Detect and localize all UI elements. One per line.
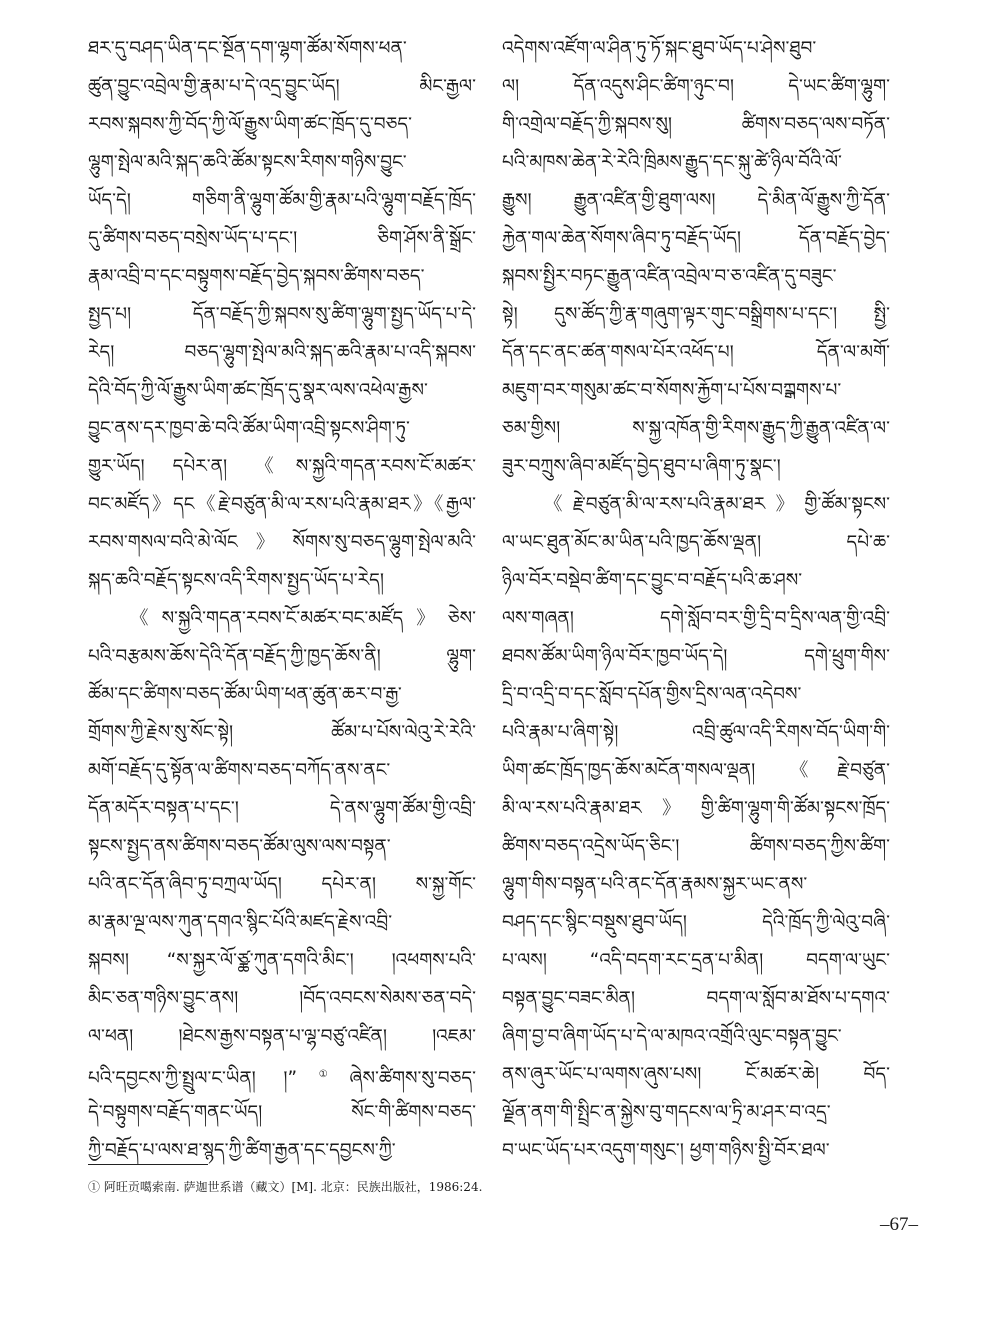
text-line: པའི་བརྩམས་ཆོས་དེའི་དོན་བརྗོད་ཀྱི་ཁྱད་ཆོས་ནི། ལྷུག་ [88,646,476,667]
text-line: ཀྱི་བརྗོད་པ་ལས་ཐ་སྙད་ཀྱི་ཚིག་རྒྱན་དང་དབྱངས་ཀྱི་ [88,1140,396,1161]
text-line: མགོ་བརྗོད་དུ་སྟོན་ལ་ཚིགས་བཅད་བཀོད་ནས་ནང་ [88,760,391,781]
text-line: ཉིལ་བོར་བསྡེབ་ཚིག་དང་བྱུང་བ་བརྗོད་པའི་ཆ་ཤས་ [502,570,803,591]
text-line: སྟེ། དུས་ཚོད་ཀྱི་རྣ་གཞུག་ལྟར་གུང་བསྒྲིགས་པ་དང་། སྤྱི་ [502,304,890,325]
text-line: ཚོམ་དང་ཚིགས་བཅད་ཚོམ་ཡིག་ཕན་ཚུན་ཆར་བ་རྒྱ་ [88,684,402,705]
text-line: པའི་དབྱངས་ཀྱི་སྤྲུལ་ང་ཡིན། །”①ཞེས་ཚིགས་སུ་བཅད་ [88,1068,476,1090]
text-line: པའི་མཁས་ཆེན་རེ་རེའི་ཁྲིམས་རྒྱུད་དང་སྐུ་ཚེ་ཉིལ་བོའི་ལོ་ [502,152,842,173]
text-line: དོན་མདོར་བསྟན་པ་དང་། དེ་ནས་ལྷུག་ཚོམ་གྱི་འབྲི་ [88,798,476,819]
text-line: ཚིགས་བཅད་འདྲེས་ཡོད་ཅིང་། ཚིགས་བཅད་ཀྱིས་ཚིག་ [502,836,890,857]
text-line: དོན་དང་ནང་ཚན་གསལ་པོར་འཕོད་པ། དོན་ལ་མགོ་ [502,342,890,363]
text-line: ཐབས་ཚོམ་ཡིག་ཉིལ་བོར་ཁྱབ་ཡོད་དེ། དགེ་ཕྲུག་གིས་ [502,646,890,667]
text-line: བྱུང་ནས་དར་ཁྱབ་ཆེ་བའི་ཚོམ་ཡིག་འབྲི་སྟངས་ཤིག་ཏུ་ [88,418,410,439]
text-line: རྒྱུས། རྒྱུན་འཛིན་གྱི་ཐུག་ལས། དེ་མིན་ལོ་རྒྱུས་ཀྱི་དོན་ [502,190,890,211]
text-line: ལྷུག་གིས་བསྟན་པའི་ནང་དོན་རྣམས་སྐྱར་ཡང་ནས་ [502,874,808,895]
left-text-column [88,30,476,1170]
text-line: དེའི་བོད་ཀྱི་ལོ་རྒྱུས་ཡིག་ཚང་ཁྲོད་དུ་སྣར་ལས་འཕེལ་རྒྱས་ [88,380,428,401]
text-line: པའི་རྣམ་པ་ཞིག་སྟེ། འབྲི་ཚུལ་འདི་རིགས་བོད་ཡིག་གི་ [502,722,890,743]
text-line: ཅམ་གྱིས། ས་སྐྱ་འཁོན་གྱི་རིགས་རྒྱུད་ཀྱི་རྒྱུན་འཛིན་ལ་ [502,418,890,439]
text-line: ལྷུག་སྤེལ་མའི་སྐད་ཆའི་ཚོམ་སྟངས་རིགས་གཉིས་བྱུང་ [88,152,407,173]
text-line: གྲོགས་ཀྱི་རྗེས་སུ་སོང་སྟེ། ཚོམ་པ་པོས་ལེའུ་རེ་རེའི་ [88,722,476,743]
text-line: རབས་སྐབས་ཀྱི་བོད་ཀྱི་ལོ་རྒྱུས་ཡིག་ཚང་ཁྲོད་དུ་བཅད་ [88,114,413,135]
text-line: ལྗོན་ནག་གི་སྤྲིང་ན་སྐྱེས་བུ་གདངས་ལ་ཏྲི་མ་ཤར་བ་འདྲ་ [502,1102,831,1123]
text-line: གི་འགྲེལ་བརྗོད་ཀྱི་སྐབས་སུ། ཚིགས་བཅད་ལས་བཏོན་ [502,114,890,135]
text-line: སྐབས། “ས་སྐྱར་ལོ་ཙྪ་ཀུན་དགའི་མིང་། །འཕགས་པའི་ [88,950,476,971]
right-text-column [502,30,890,1170]
text-line: པའི་ནང་དོན་ཞིབ་ཏུ་བཀྲལ་ཡོད། དཔེར་ན། ས་སྐྱ་གོང་ [88,874,476,895]
text-line: བ་ཡང་ཡོད་པར་འདུག་གསུང་། ཕྱག་གཉིས་སྤྱི་བོར་ཐལ་ [502,1140,830,1161]
text-line: ནས་ཞུར་ཡོང་པ་ལགས་ཞུས་པས། ངོ་མཚར་ཆེ། བོད་ [502,1064,890,1085]
text-line: ལ་ཡང་ཐུན་མོང་མ་ཡིན་པའི་ཁྱད་ཆོས་ལྡན། དཔེ་ཆ་ [502,532,890,553]
text-line: སྐབས་སྤྱིར་བཏང་རྒྱུན་འཛིན་འབྲེལ་བ་ཅ་འཛིན་དུ་བཟུང་ [502,266,837,287]
text-line: རེད། བཅད་ལྷུག་སྤེལ་མའི་སྐད་ཆའི་རྣམ་པ་འདི་སྐབས་ [88,342,476,363]
text-line: མ་རྣམ་ལྔ་ལས་ཀུན་དགའ་སྙིང་པོའི་མཛད་རྗེས་འབྲི་ [88,912,393,933]
text-line: འདེགས་འཛོག་ལ་ཤིན་ཏུ་ཏོ་སྐང་ཐུབ་ཡོད་པ་ཤེས་ཐུབ་ [502,38,817,59]
text-line: སྤྱད་པ། དོན་བརྗོད་ཀྱི་སྐབས་སུ་ཚིག་ལྷུག་སྤྱད་ཡོད་པ་དེ་ [88,304,476,325]
text-line: བསྟན་བྱུང་བཟང་མིན། བདག་ལ་སློབ་མ་ཐོས་པ་དགའ་ [502,988,890,1009]
text-line: རབས་གསལ་བའི་མེ་ལོང》སོགས་སུ་བཅད་ལྷུག་སྤེལ་མའི་ [88,532,476,553]
text-line: གྱུར་ཡོད། དཔེར་ན། 《ས་སྐྱའི་གདན་རབས་ངོ་མཚར་ [88,456,476,477]
text-line: 《ས་སྐྱའི་གདན་རབས་ངོ་མཚར་བང་མཛོད》ཅེས་ [130,608,476,629]
text-line: མཇུག་བར་གསུམ་ཚང་བ་སོགས་རྐྱོག་པ་པོས་བཀྲྒགས་པ་ [502,380,842,401]
text-line: ལས་གཞན། དགེ་སློབ་བར་གྱི་དྲི་བ་དྲིས་ལན་གྱི་འབྲི་ [502,608,890,629]
text-line: བང་མཛོད》དང《རྗེ་བཙུན་མི་ལ་རས་པའི་རྣམ་ཐར》《རྒྱལ་ [88,494,476,515]
text-line: ཚུན་བྱུང་འབྲེལ་གྱི་རྣམ་པ་དེ་འདྲ་བྱུང་ཡོད། མིང་རྒྱལ་ [88,76,476,97]
text-line: དུ་ཚིགས་བཅད་བསྲེས་ཡོད་པ་དང་། ཅིག་ཤོས་ནི་སྒྲོང་ [88,228,476,249]
text-line: བཤད་དང་སྙིང་བསྡུས་ཐུབ་ཡོད། དེའི་ཁྲོད་ཀྱི་ལེའུ་བཞི་ [502,912,890,933]
text-line: ཞིག་བྱ་བ་ཞིག་ཡོད་པ་དེ་ལ་མཁའ་འགྲོའི་ལུང་བསྟན་བྱུང་ [502,1026,842,1047]
footnote-reference-marker[interactable]: ① [297,1069,350,1080]
text-line: སྐད་ཆའི་བརྗོད་སྟངས་འདི་རིགས་སྤྱད་ཡོད་པ་རེད། [88,570,384,591]
text-line: མིང་ཅན་གཉིས་བྱུང་ནས། །བོད་འབངས་སེམས་ཅན་བདེ་ [88,988,476,1009]
text-line: ཐར་དུ་བཤད་ཡིན་དང་སྔོན་དག་ལྷག་ཚོམ་སོགས་ཕན་ [88,38,407,59]
text-line: རྣམ་འབྲི་བ་དང་བསྟུགས་བརྗོད་བྱེད་སྐབས་ཚིགས་བཅད་ [88,266,425,287]
text-line: དེ་བསྟུགས་བརྗོད་གནང་ཡོད། སོང་གི་ཚིགས་བཅད་ [88,1102,476,1123]
footnote: ① 阿旺贡噶索南. 萨迦世系谱（藏文）[M]. 北京：民族出版社，1986:24. [88,1180,483,1194]
text-line: ཡིག་ཚང་ཁྲོད་ཁྱད་ཆོས་མངོན་གསལ་ལྡན། 《རྗེ་བཙུན་ [502,760,890,781]
text-line: ལ་ཕན། །ཐེངས་རྒྱས་བསྟན་པ་ལྷ་བཙུ་འཛིན། །འཇམ་ [88,1026,476,1047]
text-line: རྐྱེན་གལ་ཆེན་སོགས་ཞིབ་ཏུ་བརྗོད་ཡོད། དོན་བརྗོད་བྱེད་ [502,228,890,249]
text-line: ལ། དོན་འདུས་ཤིང་ཚིག་ཉུང་བ། དེ་ཡང་ཚིག་ལྷུག་ [502,76,890,97]
page-number: –67– [880,1214,918,1235]
text-line: ཡོད་དེ། གཅིག་ནི་ལྷུག་ཚོམ་གྱི་རྣམ་པའི་ལྷུག་བརྗོད་ཁྲོད་ [88,190,476,211]
text-line: དྲི་བ་འདྲི་བ་དང་སློབ་དཔོན་གྱིས་དྲིས་ལན་འདེབས་ [502,684,802,705]
text-line: སྟངས་སྤྱད་ནས་ཚིགས་བཅད་ཚོམ་ལུས་ལས་བསྟན་ [88,836,391,857]
text-line: པ་ལས། “འདི་བདག་རང་དྲན་པ་མིན། བདག་ལ་ཡུང་ [502,950,890,971]
footnote-separator [88,1164,208,1165]
text-line: ཟུར་བཀྲུས་ཞིབ་མཛོད་བྱེད་ཐུབ་པ་ཞིག་ཏུ་སྣང་། [502,456,781,477]
text-line: 《རྗེ་བཙུན་མི་ལ་རས་པའི་རྣམ་ཐར》གྱི་ཚོམ་སྟངས་ [544,494,890,515]
text-line: མི་ལ་རས་པའི་རྣམ་ཐར》གྱི་ཚིག་ལྷུག་གི་ཚོམ་སྟངས་ཁྲོད་ [502,798,890,819]
